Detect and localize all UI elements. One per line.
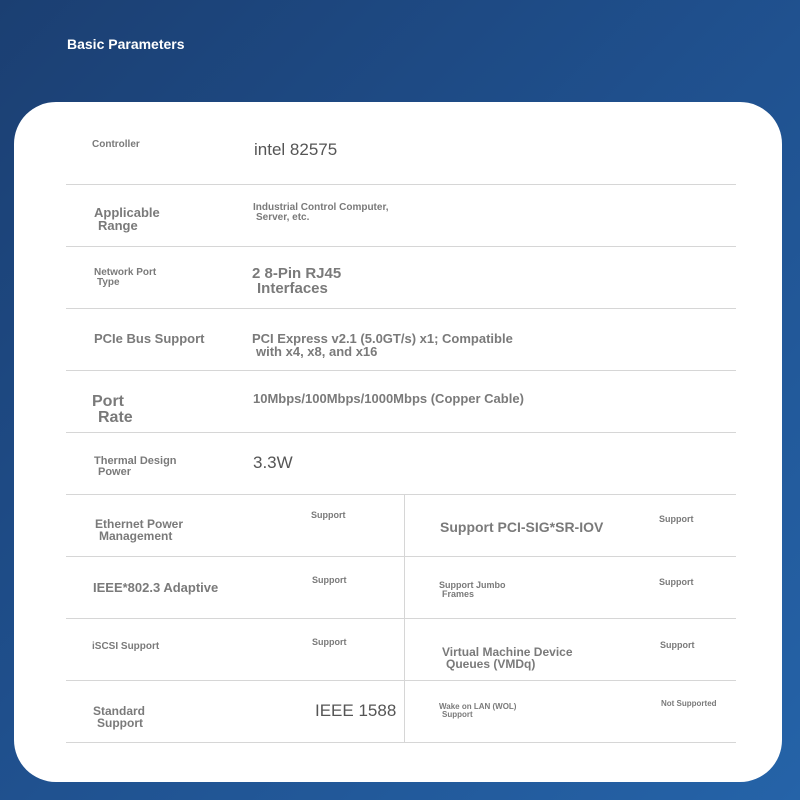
row-pcie-bus-support — [66, 308, 736, 371]
row-label: Controller — [92, 139, 140, 150]
row-value: 2 8-Pin RJ45 Interfaces — [252, 265, 342, 297]
right-label: Virtual Machine Device Queues (VMDq) — [442, 645, 573, 671]
row-controller — [66, 122, 736, 185]
row-ethernet-power-management — [66, 494, 736, 557]
row-label: Thermal Design Power — [94, 455, 177, 478]
row-value: PCI Express v2.1 (5.0GT/s) x1; Compatible with x4, x8, and x16 — [252, 331, 513, 359]
right-label: Support Jumbo Frames — [439, 580, 506, 599]
row-label: Network Port Type — [94, 267, 157, 288]
right-value: Not Supported — [661, 699, 717, 708]
left-value: Support — [312, 575, 347, 585]
right-value: Support — [659, 577, 694, 587]
left-label: IEEE*802.3 Adaptive — [93, 580, 219, 595]
row-value: intel 82575 — [254, 140, 338, 159]
row-port-rate — [66, 370, 736, 433]
page-title: Basic Parameters — [67, 36, 185, 52]
row-ieee-adaptive — [66, 556, 736, 619]
right-label: Wake on LAN (WOL) Support — [439, 702, 517, 719]
row-label: Applicable Range — [94, 205, 160, 233]
parameters-card — [14, 102, 782, 782]
left-value: Support — [312, 637, 347, 647]
right-value: Support — [660, 640, 695, 650]
row-thermal-design-power — [66, 432, 736, 495]
left-label: iSCSI Support — [92, 641, 160, 652]
row-value: Industrial Control Computer, Server, etc. — [253, 202, 389, 223]
row-label: Port Rate — [92, 393, 133, 426]
left-value: Support — [311, 510, 346, 520]
left-value: IEEE 1588 — [315, 701, 397, 720]
row-applicable-range — [66, 184, 736, 247]
row-iscsi-support — [66, 618, 736, 681]
left-label: Ethernet Power Management — [95, 517, 184, 543]
row-network-port-type — [66, 246, 736, 309]
row-label: PCIe Bus Support — [94, 331, 205, 346]
right-label: Support PCI-SIG*SR-IOV — [440, 519, 604, 535]
row-value: 3.3W — [253, 453, 293, 472]
left-label: Standard Support — [93, 704, 146, 730]
row-standard-support — [66, 680, 736, 743]
right-value: Support — [659, 514, 694, 524]
row-value: 10Mbps/100Mbps/1000Mbps (Copper Cable) — [253, 391, 524, 406]
